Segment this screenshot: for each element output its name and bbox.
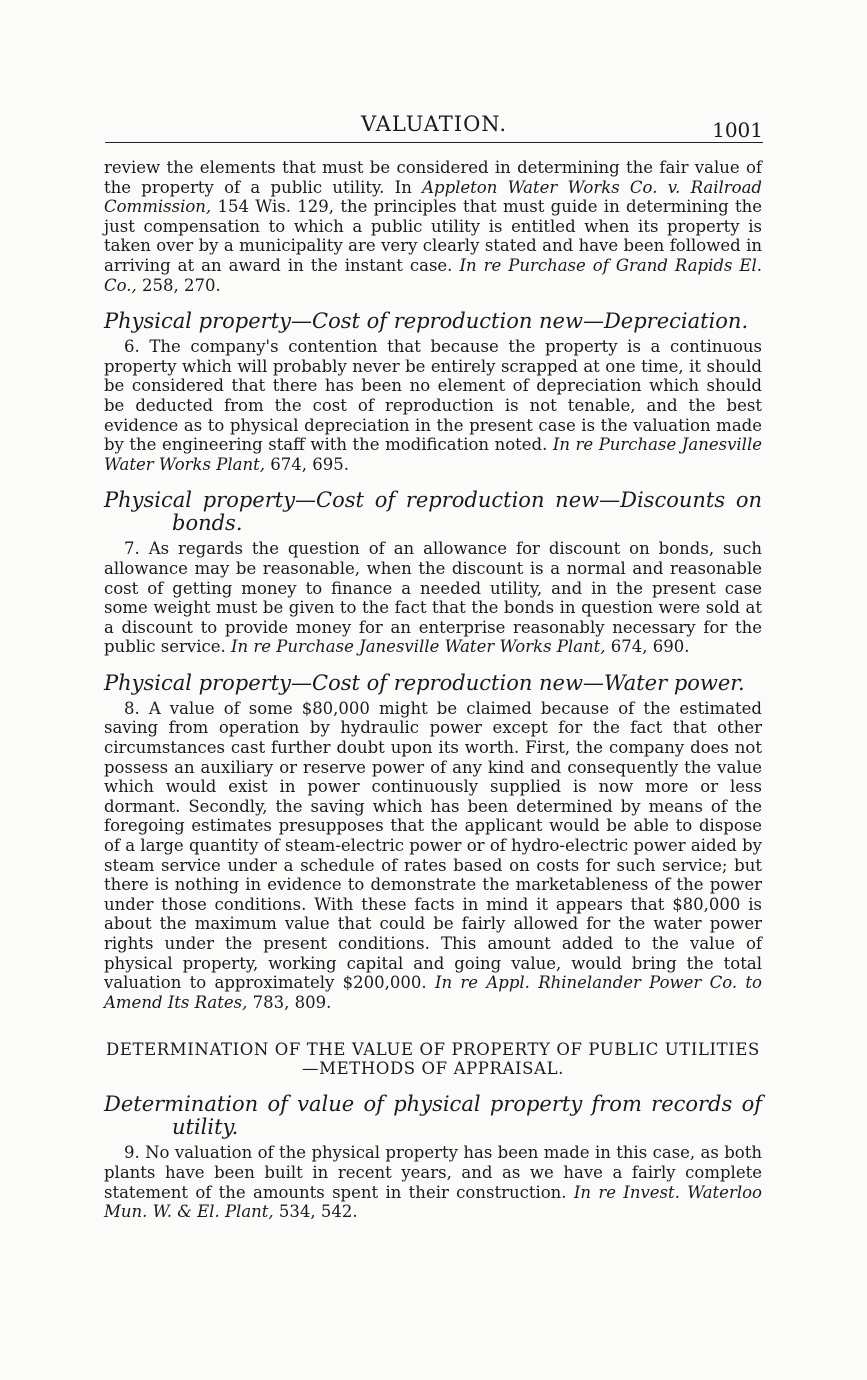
entry-citation-ref: 783, 809. [247, 992, 332, 1012]
entry-paragraph [104, 699, 762, 1013]
section-heading: DETERMINATION OF THE VALUE OF PROPERTY OF PUBLIC UTILITIES—METHODS OF APPRAISAL. [106, 1040, 760, 1079]
running-header [105, 112, 763, 143]
intro-citation-ref: 258, 270. [136, 275, 221, 295]
page-number: 1001 [712, 118, 763, 142]
intro-case-name: Appleton Water Works Co. v. Railroad Commission, [104, 177, 762, 217]
topic-heading: Physical property—Cost of reproduction new—Discounts on bonds. [104, 488, 762, 536]
page-body [104, 158, 762, 1222]
entry-text: 9. No valuation of the physical property has been made in this case, as both plants have been built in recent years, and as we have a fairly complete statement of the amounts spent in their construction. [104, 1143, 762, 1202]
entry-citation: In re Purchase Janesville Water Works Plant, [231, 637, 606, 657]
entry-citation: In re Purchase Janesville Water Works Plant, [104, 435, 762, 474]
topic-heading: Physical property—Cost of reproduction new—Water power. [104, 670, 745, 695]
entry-citation-ref: 674, 690. [605, 637, 690, 657]
entry-paragraph [104, 539, 762, 657]
intro-citation: In re Purchase of Grand Rapids El. Co., [104, 255, 762, 295]
entry-paragraph [104, 337, 762, 474]
entry-citation: In re Appl. Rhinelander Power Co. to Amend Its Rates, [104, 973, 762, 1012]
intro-paragraph [104, 158, 762, 295]
entry-citation: In re Invest. Waterloo Mun. W. & El. Plant, [104, 1182, 762, 1222]
page-title: VALUATION. [361, 112, 507, 136]
entry-citation-ref: 674, 695. [264, 454, 349, 474]
entry-text: 8. A value of some $80,000 might be claimed because of the estimated saving from operation by hydraulic power except for the fact that other circumstances cast further doubt upon its worth. First, the company does not possess an auxiliary or reserve power of any kind and consequently the value which would exist in power continuously supplied is now more or less dormant. Secondly, the saving which has been determined by means of the foregoing estimates presupposes that the applicant would be able to dispose of a large quantity of steam-electric power or of hydro-electric power aided by steam service under a schedule of rates based on costs for such service; but there is nothing in evidence to demonstrate the marketableness of the power under those conditions. With these facts in mind it appears that $80,000 is about the maximum value that could be fairly allowed for the water power rights under the present conditions. This amount added to the value of physical property, working capital and going value, would bring the total valuation to approximately $200,000. [104, 698, 762, 993]
entry-text: 7. As regards the question of an allowance for discount on bonds, such allowance may be reasonable, when the discount is a normal and reasonable cost of getting money to finance a needed utility, and in the present case some weight must be given to the fact that the bonds in question were sold at a discount to provide money for an enterprise reasonably necessary for the public service. [104, 539, 762, 657]
entry-paragraph [104, 1143, 762, 1221]
intro-text: review the elements that must be considered in determining the fair value of the property of a public utility. In [104, 158, 762, 197]
entry-citation-ref: 534, 542. [273, 1202, 358, 1222]
topic-heading: Determination of value of physical property from records of utility. [104, 1092, 762, 1140]
topic-heading: Physical property—Cost of reproduction new—Depreciation. [104, 309, 749, 334]
entry-text: 6. The company's contention that because the property is a continuous property which will probably never be entirely scrapped at one time, it should be considered that there has been no element of depreciation which should be deducted from the cost of reproduction is not tenable, and the best evidence as to physical depreciation in the present case is the valuation made by the engineering staff with the modification noted. [104, 337, 762, 455]
intro-text: 154 Wis. 129, the principles that must guide in determining the just compensation to which a public utility is entitled when its property is taken over by a municipality are very clearly stated and have been followed in arriving at an award in the instant case. [104, 197, 762, 275]
